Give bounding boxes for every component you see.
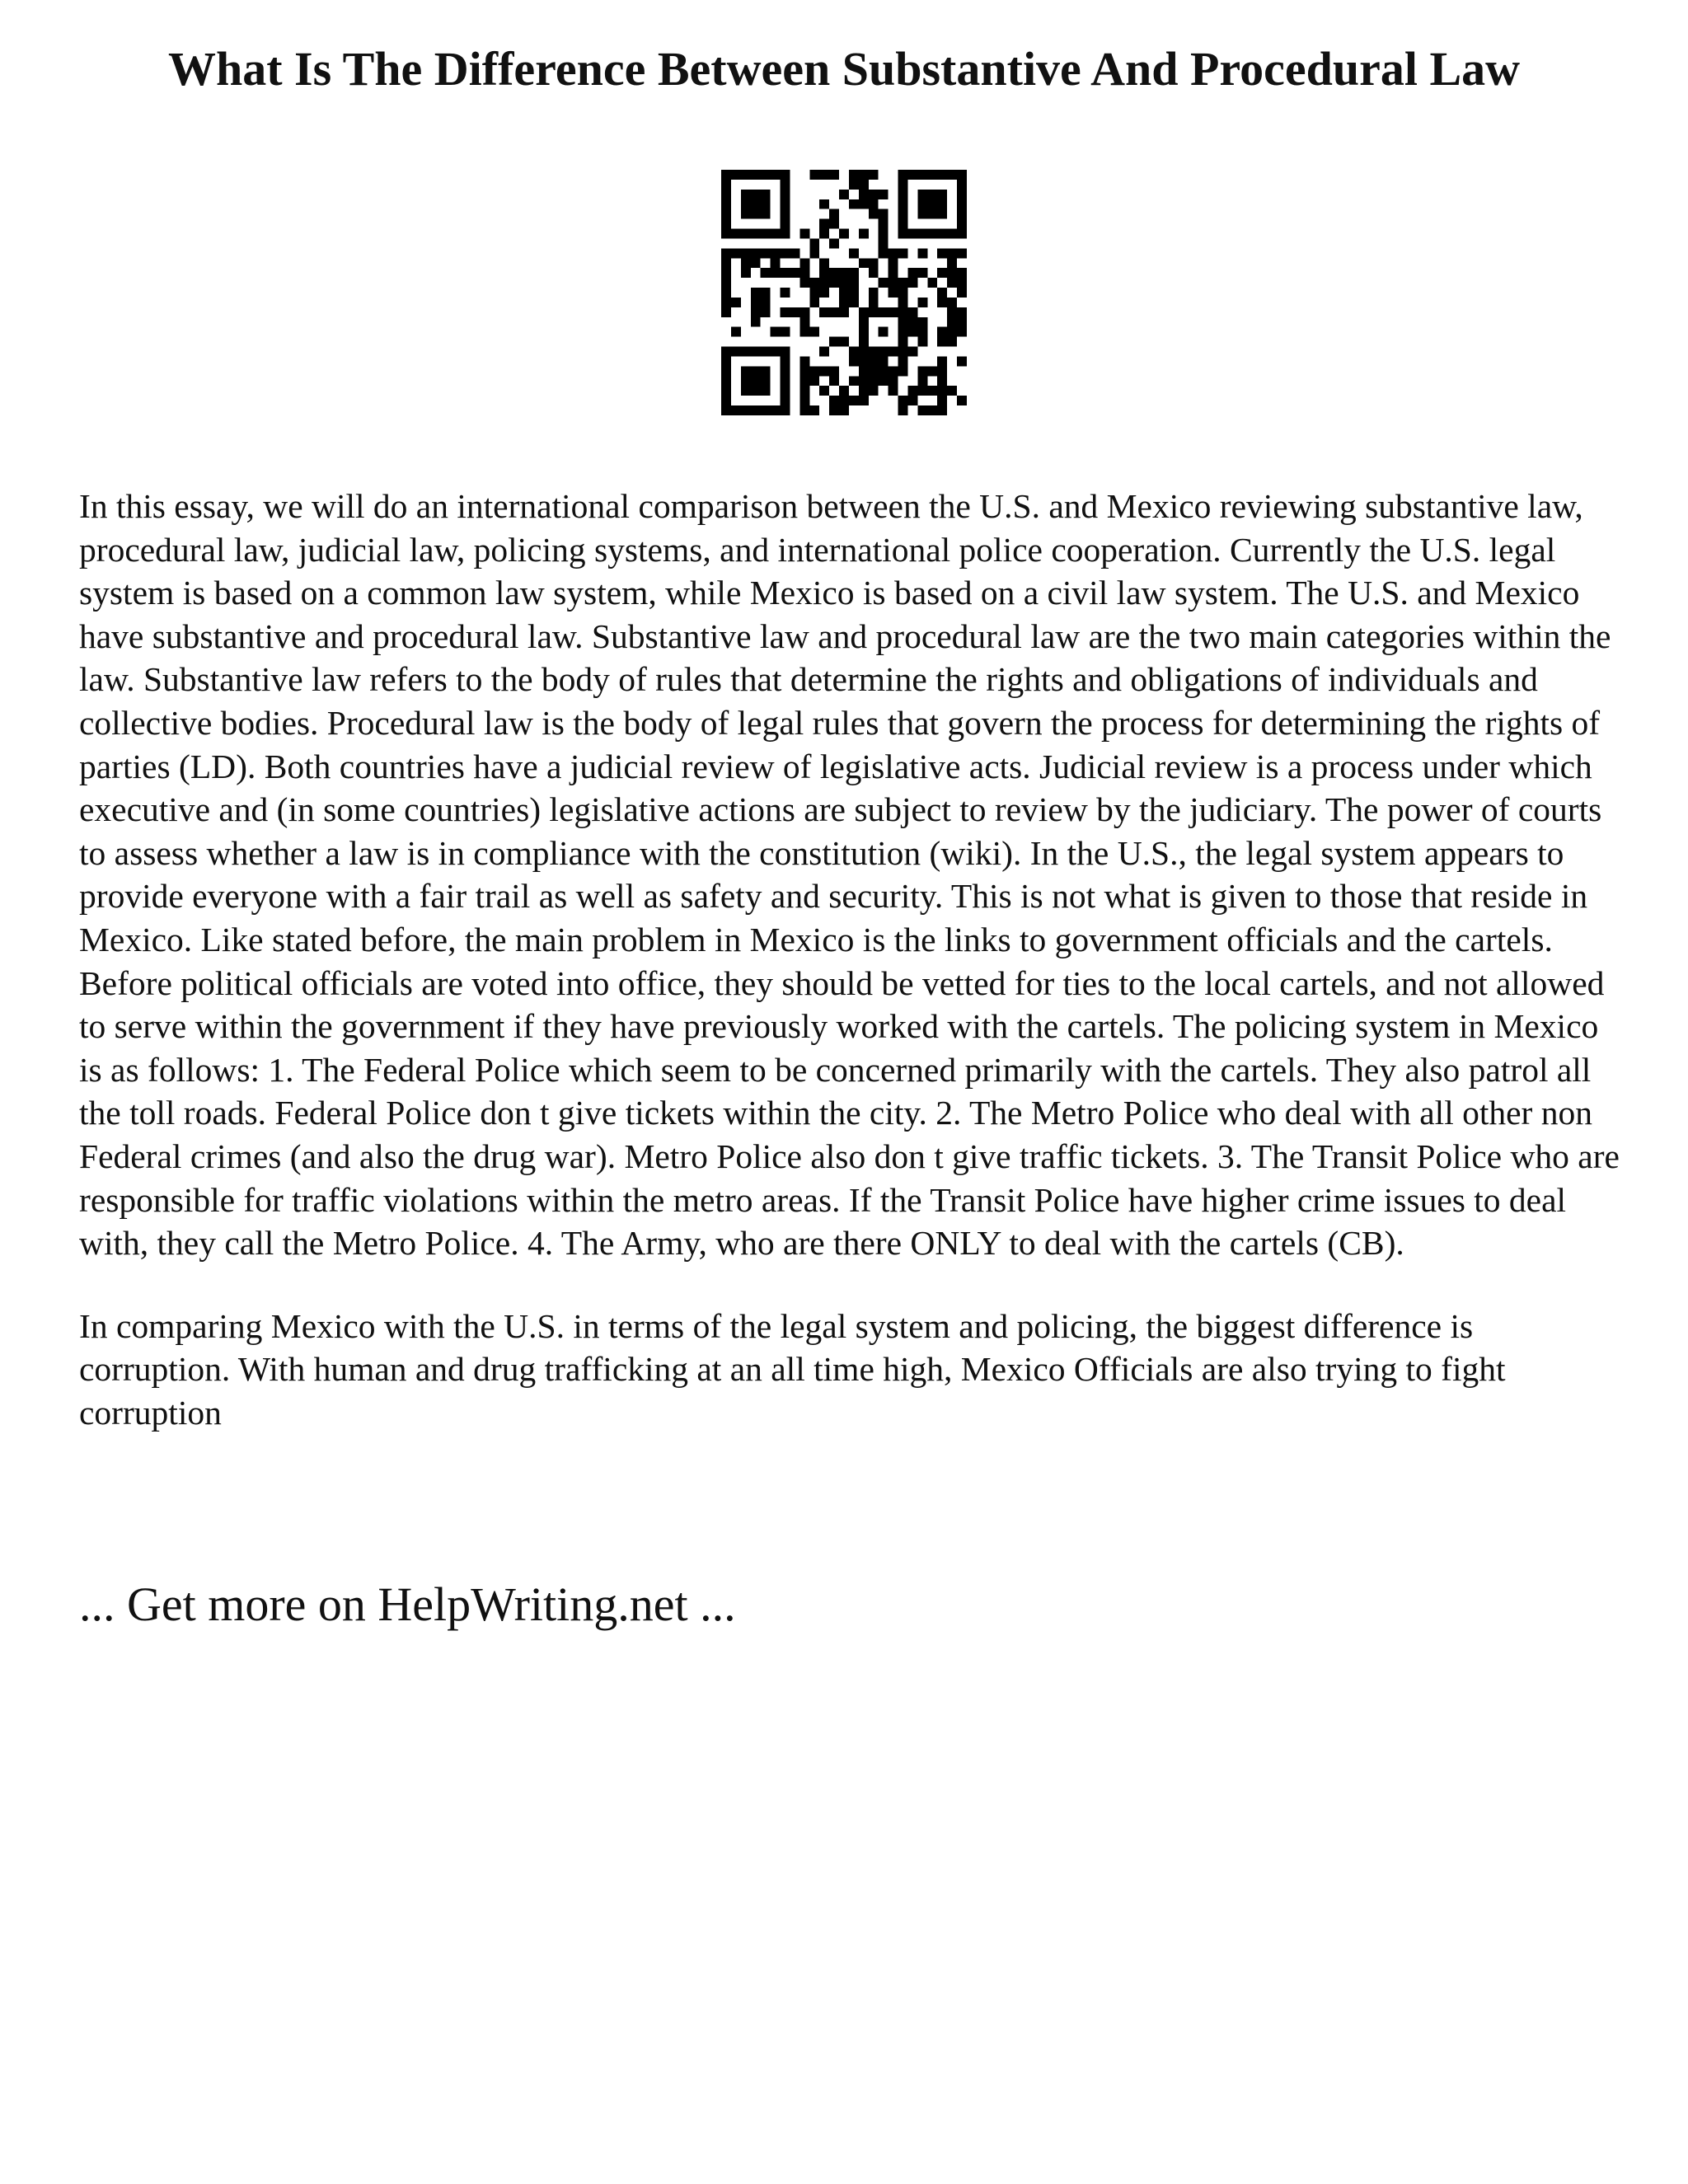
essay-body — [79, 485, 1629, 1434]
essay-paragraph-2: In comparing Mexico with the U.S. in terms of the legal system and policing, the biggest difference is corruption. With human and drug trafficking at an all time high, Mexico Officials are also trying to fight corruption — [79, 1306, 1506, 1432]
qr-code-icon — [721, 170, 967, 415]
page-title: What Is The Difference Between Substantive And Procedural Law — [167, 42, 1521, 96]
get-more-link[interactable]: ... Get more on HelpWriting.net ... — [79, 1577, 736, 1631]
essay-paragraph-1: In this essay, we will do an international comparison between the U.S. and Mexico reviewing substantive law, procedural law, judicial law, policing systems, and international police cooperation. Currently the U.S. legal system is based on a common law system, while Mexico is based on a civil law system. The U.S. and Mexico have substantive and procedural law. Substantive law and procedural law are the two main categories within the law. Substantive law refers to the body of rules that determine the rights and obligations of individuals and collective bodies. Procedural law is the body of legal rules that govern the process for determining the rights of parties (LD). Both countries have a judicial review of legislative acts. Judicial review is a process under which executive and (in some countries) legislative actions are subject to review by the judiciary. The power of courts to assess whether a law is in compliance with the constitution (wiki). In the U.S., the legal system appears to provide everyone with a fair trail as well as safety and security. This is not what is given to those that reside in Mexico. Like stated before, the main problem in Mexico is the links to government officials and the cartels. Before political officials are voted into office, they should be vetted for ties to the local cartels, and not allowed to serve within the government if they have previously worked with the cartels. The policing system in Mexico is as follows: 1. The Federal Police which seem to be concerned primarily with the cartels. They also patrol all the toll roads. Federal Police don t give tickets within the city. 2. The Metro Police who deal with all other non Federal crimes (and also the drug war). Metro Police also don t give traffic tickets. 3. The Transit Police who are responsible for traffic violations within the metro areas. If the Transit Police have higher crime issues to deal with, they call the Metro Police. 4. The Army, who are there ONLY to deal with the cartels (CB). — [79, 487, 1620, 1263]
